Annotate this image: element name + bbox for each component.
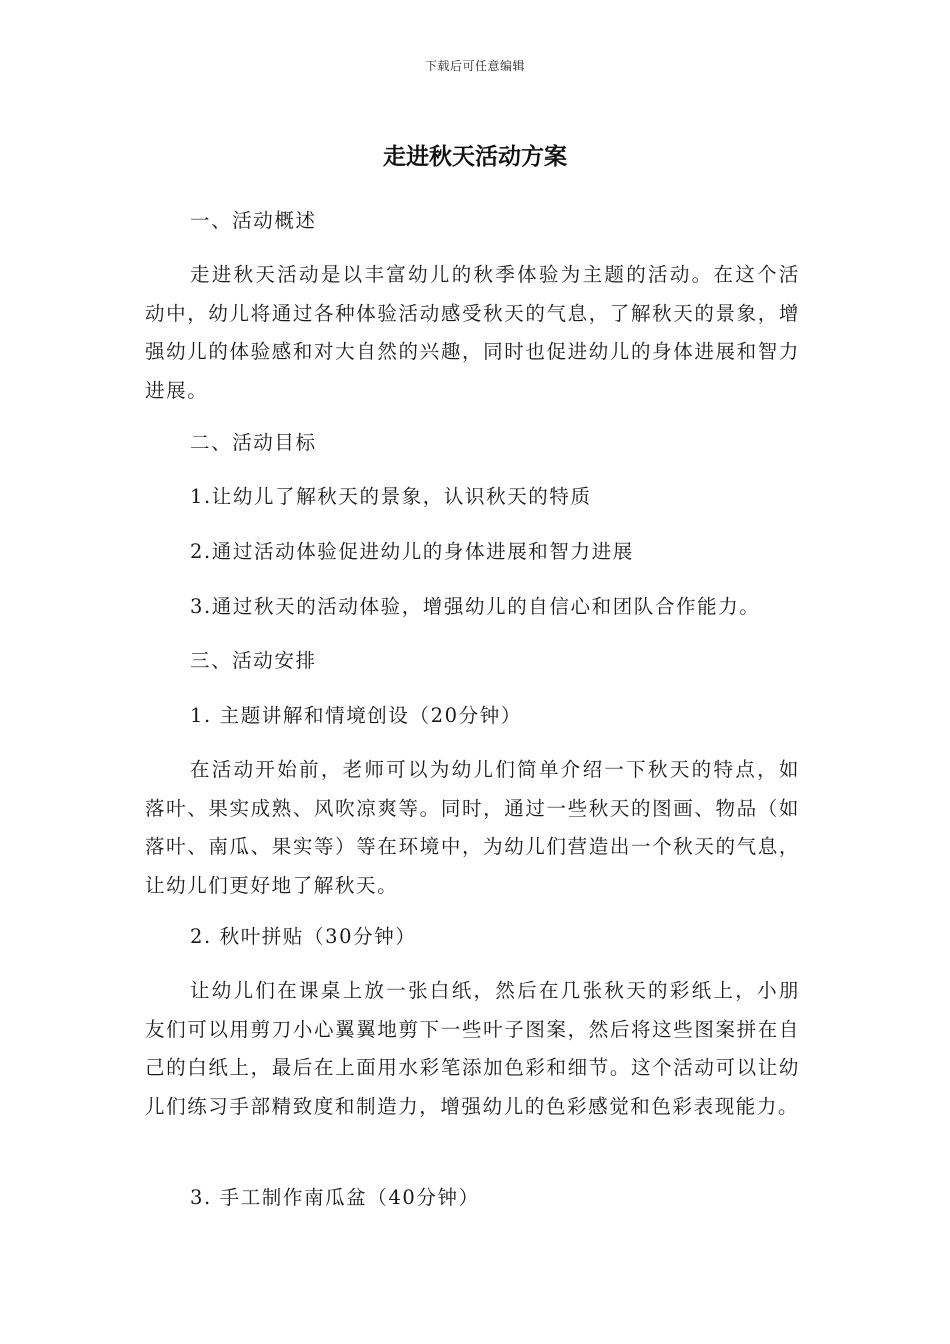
schedule-item-2-paragraph (145, 972, 800, 1126)
paragraph-text: 让幼儿们在课桌上放一张白纸，然后在几张秋天的彩纸上，小朋友们可以用剪刀小心翼翼地剪下一些叶子图案，然后将这些图案拼在自己的白纸上，最后在上面用水彩笔添加色彩和细节。这个活动可以让幼儿们练习手部精致度和制造力，增强幼儿的色彩感觉和色彩表现能力。 (145, 979, 800, 1118)
goal-item-1: 1.让幼儿了解秋天的景象，认识秋天的特质 (190, 485, 592, 508)
goal-item-2: 2.通过活动体验促进幼儿的身体进展和智力进展 (190, 540, 634, 563)
section-heading-overview: 一、活动概述 (190, 209, 317, 232)
section-heading-schedule: 三、活动安排 (190, 649, 317, 672)
paragraph-text: 在活动开始前，老师可以为幼儿们简单介绍一下秋天的特点，如落叶、果实成熟、风吹凉爽等。同时，通过一些秋天的图画、物品（如落叶、南瓜、果实等）等在环境中，为幼儿们营造出一个秋天的气息，让幼儿们更好地了解秋天。 (145, 758, 800, 897)
paragraph-text: 走进秋天活动是以丰富幼儿的秋季体验为主题的活动。在这个活动中，幼儿将通过各种体验活动感受秋天的气息，了解秋天的景象，增强幼儿的体验感和对大自然的兴趣，同时也促进幼儿的身体进展和智力进展。 (145, 263, 800, 402)
schedule-item-1-paragraph (145, 751, 800, 905)
schedule-item-3-heading: 3. 手工制作南瓜盆（40分钟） (190, 1186, 480, 1209)
goal-item-3: 3.通过秋天的活动体验，增强幼儿的自信心和团队合作能力。 (190, 595, 761, 618)
header-note: 下载后可任意编辑 (424, 59, 525, 73)
overview-paragraph (145, 256, 800, 410)
document-title: 走进秋天活动方案 (383, 144, 567, 170)
section-heading-goals: 二、活动目标 (190, 431, 317, 454)
schedule-item-1-heading: 1. 主题讲解和情境创设（20分钟） (190, 704, 522, 727)
schedule-item-2-heading: 2. 秋叶拼贴（30分钟） (190, 925, 417, 948)
